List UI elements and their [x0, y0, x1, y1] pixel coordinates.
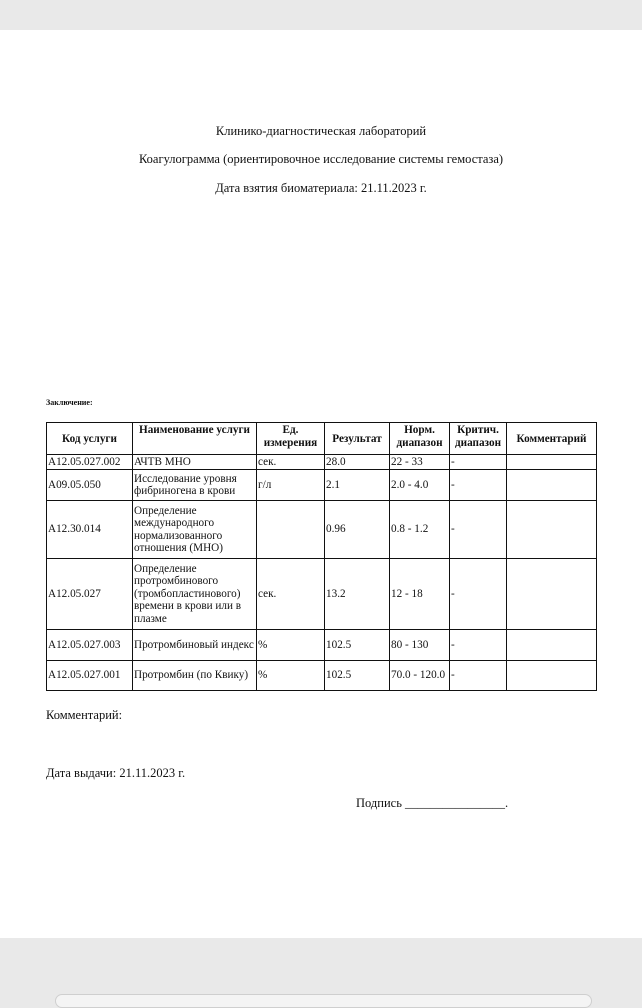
cell-norm: 70.0 - 120.0: [390, 661, 450, 691]
cell-crit: -: [450, 559, 507, 630]
column-header-code: Код услуги: [47, 423, 133, 455]
cell-comment: [507, 559, 597, 630]
cell-crit: -: [450, 470, 507, 501]
cell-comment: [507, 630, 597, 661]
cell-code: A12.05.027.001: [47, 661, 133, 691]
cell-unit: %: [257, 661, 325, 691]
document-page: [0, 30, 642, 938]
issue-date: Дата выдачи: 21.11.2023 г.: [46, 766, 186, 780]
cell-name: Определение протромбинового (тромбопластинового) времени в крови или в плазме: [133, 559, 257, 630]
table-row: [47, 661, 597, 691]
lab-name: Клинико-диагностическая лабораторий: [215, 124, 427, 138]
table-row: [47, 501, 597, 559]
column-header-result: Результат: [325, 423, 390, 455]
cell-code: A12.05.027: [47, 559, 133, 630]
cell-code: A12.05.027.002: [47, 455, 133, 470]
cell-code: A09.05.050: [47, 470, 133, 501]
cell-unit: [257, 501, 325, 559]
column-header-crit: Критич. диапазон: [450, 423, 507, 455]
cell-crit: -: [450, 630, 507, 661]
cell-crit: -: [450, 661, 507, 691]
cell-crit: -: [450, 501, 507, 559]
table-header-row: [47, 423, 597, 455]
cell-code: A12.05.027.003: [47, 630, 133, 661]
table-row: [47, 559, 597, 630]
column-header-name: Наименование услуги: [133, 423, 257, 455]
column-header-unit: Ед. измерения: [257, 423, 325, 455]
test-title: Коагулограмма (ориентировочное исследование системы гемостаза): [138, 152, 504, 166]
cell-result: 102.5: [325, 661, 390, 691]
cell-crit: -: [450, 455, 507, 470]
cell-norm: 0.8 - 1.2: [390, 501, 450, 559]
cell-name: Определение международного нормализованного отношения (МНО): [133, 501, 257, 559]
cell-comment: [507, 470, 597, 501]
cell-name: Протромбин (по Квику): [133, 661, 257, 691]
cell-comment: [507, 501, 597, 559]
cell-unit: сек.: [257, 455, 325, 470]
cell-result: 2.1: [325, 470, 390, 501]
cell-unit: сек.: [257, 559, 325, 630]
conclusion-label: Заключение:: [46, 398, 93, 407]
cell-unit: %: [257, 630, 325, 661]
cell-comment: [507, 455, 597, 470]
column-header-norm: Норм. диапазон: [390, 423, 450, 455]
cell-result: 102.5: [325, 630, 390, 661]
cell-name: АЧТВ МНО: [133, 455, 257, 470]
cell-result: 13.2: [325, 559, 390, 630]
signature-line: Подпись ________________.: [356, 796, 509, 810]
cell-norm: 80 - 130: [390, 630, 450, 661]
cell-unit: г/л: [257, 470, 325, 501]
sample-date: Дата взятия биоматериала: 21.11.2023 г.: [215, 181, 427, 195]
table-row: [47, 470, 597, 501]
results-table: [46, 422, 597, 691]
cell-name: Исследование уровня фибриногена в крови: [133, 470, 257, 501]
comment-label: Комментарий:: [46, 708, 123, 722]
cell-name: Протромбиновый индекс: [133, 630, 257, 661]
cell-comment: [507, 661, 597, 691]
cell-norm: 22 - 33: [390, 455, 450, 470]
cell-code: A12.30.014: [47, 501, 133, 559]
cell-norm: 2.0 - 4.0: [390, 470, 450, 501]
bottom-toolbar-edge: [55, 994, 592, 1008]
table-row: [47, 455, 597, 470]
column-header-comment: Комментарий: [507, 423, 597, 455]
cell-result: 28.0: [325, 455, 390, 470]
cell-norm: 12 - 18: [390, 559, 450, 630]
cell-result: 0.96: [325, 501, 390, 559]
table-row: [47, 630, 597, 661]
